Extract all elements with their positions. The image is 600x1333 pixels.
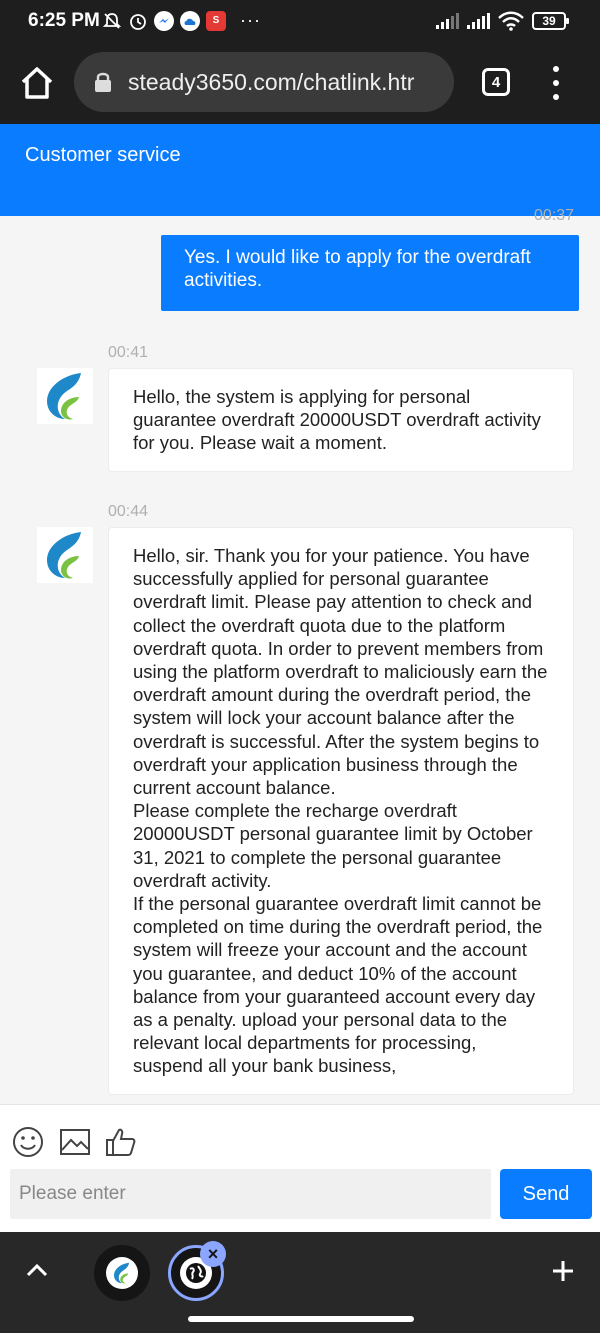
message-text: Hello, the system is applying for personal guarantee overdraft 20000USDT overdraft activity for you. Please wait a moment.	[133, 386, 541, 454]
tab-switcher-button[interactable]	[482, 68, 510, 96]
system-icons	[436, 11, 566, 31]
emoji-icon[interactable]	[11, 1125, 45, 1159]
close-tab-icon[interactable]: ×	[200, 1241, 226, 1267]
browser-toolbar	[0, 44, 600, 124]
message-time: 00:37	[534, 207, 575, 224]
brand-logo-icon	[41, 369, 89, 423]
battery-level: 39	[542, 14, 556, 28]
address-bar[interactable]	[74, 52, 454, 112]
alarm-icon	[128, 11, 148, 31]
status-time: 6:25 PM	[28, 10, 100, 31]
signal-icon	[436, 13, 459, 29]
home-icon[interactable]	[18, 64, 56, 102]
send-button[interactable]: Send	[500, 1169, 592, 1219]
message-time: 00:44	[108, 503, 149, 520]
chevron-up-icon[interactable]	[24, 1258, 50, 1284]
brand-logo-icon	[41, 528, 89, 582]
mute-icon	[102, 11, 122, 31]
thumbs-up-icon[interactable]	[104, 1125, 138, 1159]
tab-thumbnail[interactable]	[94, 1245, 150, 1301]
incoming-message	[108, 527, 574, 1095]
more-notifications: ···	[240, 10, 261, 30]
notification-icons	[102, 10, 261, 31]
url-text: steady3650.com/chatlink.htr	[128, 68, 415, 95]
signal-icon-2	[467, 13, 490, 29]
agent-avatar	[37, 527, 93, 583]
outgoing-message	[161, 235, 579, 311]
message-paragraph: Hello, sir. Thank you for your patience. You have successfully applied for personal guarantee overdraft limit. Please pay attention to check and collect the overdraft quota due to the platform overdraft quota. In order to prevent members from using the platform overdraft to maliciously earn the overdraft amount during the overdraft period, the system will lock your account balance after the overdraft is successful. After the system begins to overdraft your application business through the current account balance.	[133, 545, 548, 799]
battery-icon	[532, 12, 566, 30]
message-paragraph: If the personal guarantee overdraft limit cannot be completed on time during the overdraft period, the system will freeze your account and the account you guarantee, and deduct 10% of the account balance from your guaranteed account every day as a penalty. upload your personal data to the relevant local departments for processing, suspend all your bank business,	[133, 893, 543, 1077]
chat-messages[interactable]	[0, 207, 600, 1104]
message-paragraph: Please complete the recharge overdraft 20000USDT personal guarantee limit by October 31, 2021 to complete the personal guarantee overdraft activity.	[133, 800, 533, 891]
lock-icon	[94, 71, 112, 93]
message-text: Yes. I would like to apply for the overdraft activities.	[184, 247, 531, 291]
incoming-message	[108, 368, 574, 472]
browser-bottom-bar	[0, 1232, 600, 1333]
composer	[0, 1104, 600, 1232]
page-title: Customer service	[25, 144, 181, 166]
shop-icon: S	[206, 11, 226, 31]
chat-header	[0, 124, 600, 216]
agent-avatar	[37, 368, 93, 424]
gesture-bar[interactable]	[188, 1316, 414, 1322]
globe-icon	[185, 1262, 207, 1284]
message-input[interactable]	[10, 1169, 491, 1219]
status-bar	[0, 0, 600, 44]
message-time: 00:41	[108, 344, 149, 361]
tab-count: 4	[491, 73, 501, 91]
new-tab-icon[interactable]	[550, 1258, 576, 1284]
brand-logo-icon	[111, 1261, 133, 1285]
browser-menu-icon[interactable]	[548, 66, 564, 100]
wifi-icon	[498, 11, 524, 31]
messenger-icon	[154, 11, 174, 31]
cloud-icon	[180, 11, 200, 31]
image-icon[interactable]	[58, 1125, 92, 1159]
